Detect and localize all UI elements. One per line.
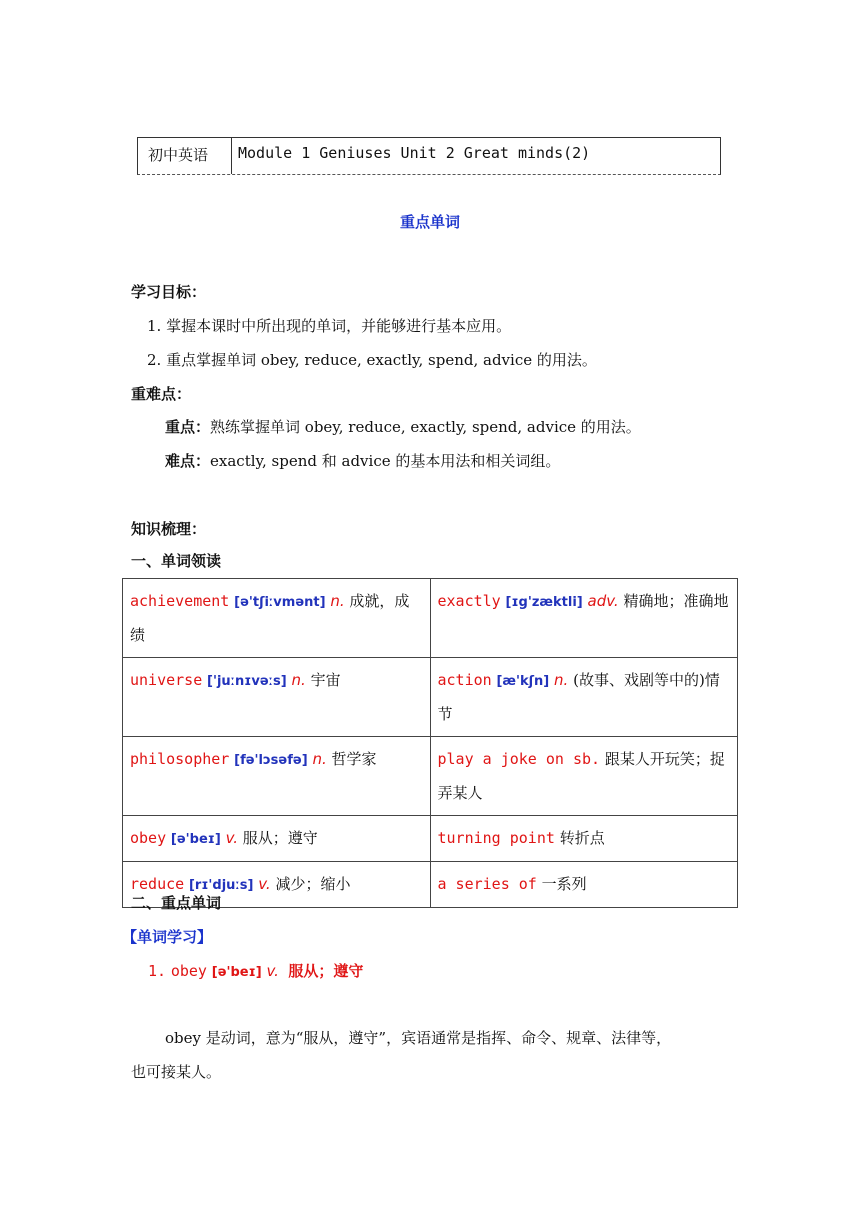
key-word-item bbox=[148, 960, 363, 981]
vocab-meaning: 跟某人开玩笑；捉弄某人 bbox=[437, 750, 725, 802]
objectives-heading: 学习目标： bbox=[131, 283, 207, 301]
focus-label: 重点： bbox=[165, 418, 211, 436]
table-row bbox=[123, 658, 738, 737]
section2-heading: 二、重点单词 bbox=[131, 894, 222, 912]
item-word: obey bbox=[170, 962, 207, 980]
vocab-phonetic: [fə'lɔsəfə] bbox=[234, 753, 308, 768]
difficulty-label: 难点： bbox=[165, 452, 211, 470]
word-study-tag: 【单词学习】 bbox=[122, 928, 213, 946]
vocab-cell-left bbox=[123, 816, 431, 862]
vocab-pos: n. bbox=[554, 671, 569, 689]
vocab-meaning: (故事、戏剧等中的)情节 bbox=[437, 671, 720, 723]
difficulty-line bbox=[165, 450, 560, 471]
vocab-word: philosopher bbox=[130, 750, 230, 768]
item-number: 1. bbox=[148, 962, 167, 980]
vocab-meaning: 哲学家 bbox=[331, 750, 377, 768]
vocab-meaning: 一系列 bbox=[541, 875, 587, 893]
vocab-word: turning point bbox=[437, 829, 555, 847]
focus-line bbox=[165, 416, 641, 437]
vocab-word: play a joke on sb. bbox=[437, 750, 601, 768]
table-row bbox=[123, 737, 738, 816]
vocab-phonetic: [rɪ'djuːs] bbox=[188, 878, 254, 893]
vocab-cell-right bbox=[430, 816, 738, 862]
vocab-meaning: 精确地；准确地 bbox=[623, 592, 729, 610]
vocab-word: a series of bbox=[437, 875, 537, 893]
knowledge-heading: 知识梳理： bbox=[131, 520, 207, 538]
vocab-meaning: 成就，成绩 bbox=[130, 592, 410, 644]
vocab-phonetic: ['juːnɪvəːs] bbox=[207, 674, 287, 689]
item-meaning: 服从；遵守 bbox=[288, 962, 364, 980]
table-row bbox=[123, 579, 738, 658]
item-phonetic: [ə'beɪ] bbox=[211, 965, 262, 980]
vocab-pos: n. bbox=[312, 750, 327, 768]
objective-item-1: 1. 掌握本课时中所出现的单词，并能够进行基本应用。 bbox=[147, 317, 512, 335]
table-row bbox=[123, 816, 738, 862]
vocab-phonetic: [æ'kʃn] bbox=[496, 674, 550, 689]
vocab-pos: adv. bbox=[587, 592, 619, 610]
vocab-phonetic: [ə'beɪ] bbox=[170, 832, 221, 847]
vocab-table bbox=[122, 578, 738, 908]
vocab-cell-left bbox=[123, 658, 431, 737]
vocab-cell-right bbox=[430, 737, 738, 816]
key-points-heading: 重难点： bbox=[131, 385, 192, 403]
subject-cell: 初中英语 bbox=[138, 138, 232, 174]
paragraph-line-2: 也可接某人。 bbox=[131, 1063, 222, 1081]
vocab-pos: v. bbox=[258, 875, 271, 893]
vocab-meaning: 减少；缩小 bbox=[275, 875, 351, 893]
paragraph-line-1: obey 是动词，意为“服从，遵守”，宾语通常是指挥、命令、规章、法律等， bbox=[165, 1029, 672, 1047]
vocab-cell-left bbox=[123, 579, 431, 658]
vocab-meaning: 宇宙 bbox=[310, 671, 341, 689]
vocab-cell-left bbox=[123, 737, 431, 816]
vocab-word: achievement bbox=[130, 592, 230, 610]
vocab-word: reduce bbox=[130, 875, 185, 893]
vocab-word: obey bbox=[130, 829, 167, 847]
vocab-pos: n. bbox=[330, 592, 345, 610]
vocab-word: universe bbox=[130, 671, 203, 689]
vocab-word: exactly bbox=[437, 592, 501, 610]
vocab-meaning: 转折点 bbox=[559, 829, 605, 847]
objective-item-2: 2. 重点掌握单词 obey, reduce, exactly, spend, advice 的用法。 bbox=[147, 351, 597, 369]
header-table bbox=[137, 137, 721, 175]
vocab-pos: v. bbox=[225, 829, 239, 847]
focus-text: 熟练掌握单词 obey, reduce, exactly, spend, advice 的用法。 bbox=[210, 418, 641, 436]
section1-heading: 一、单词领读 bbox=[131, 552, 222, 570]
vocab-cell-right bbox=[430, 579, 738, 658]
difficulty-text: exactly, spend 和 advice 的基本用法和相关词组。 bbox=[210, 452, 561, 470]
page-title: 重点单词 bbox=[399, 213, 460, 231]
vocab-cell-right bbox=[430, 862, 738, 908]
lesson-cell: Module 1 Geniuses Unit 2 Great minds(2) bbox=[238, 144, 591, 162]
vocab-word: action bbox=[437, 671, 492, 689]
vocab-phonetic: [ɪg'zæktli] bbox=[505, 595, 583, 610]
vocab-pos: n. bbox=[291, 671, 306, 689]
item-pos: v. bbox=[266, 962, 279, 980]
vocab-phonetic: [ə'tʃiːvmənt] bbox=[234, 595, 326, 610]
vocab-cell-right bbox=[430, 658, 738, 737]
vocab-meaning: 服从；遵守 bbox=[242, 829, 318, 847]
